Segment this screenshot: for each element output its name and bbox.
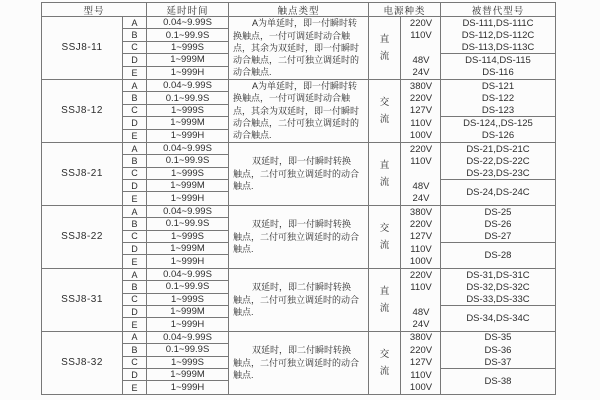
voltage-value: 220V xyxy=(409,17,433,29)
voltage-value: 220V xyxy=(409,218,433,230)
row-letter: E xyxy=(123,318,147,330)
replaced-model: DS-25 xyxy=(440,206,555,218)
replaced-model: DS-112,DS-112C xyxy=(440,29,555,41)
table-block xyxy=(42,143,555,206)
contact-type-cell xyxy=(229,17,369,79)
contact-type-cell xyxy=(229,269,369,331)
row-letter: D xyxy=(123,243,147,255)
delay-range: 0.04~9.99S xyxy=(147,17,229,29)
replaced-model: DS-122 xyxy=(440,92,555,104)
header-power-kind: 电源种类 xyxy=(369,3,441,16)
delay-range: 0.04~9.99S xyxy=(147,332,229,344)
delay-range: 1~999S xyxy=(147,168,229,180)
voltage-value: 127V xyxy=(409,231,433,243)
row-letter: E xyxy=(123,192,147,204)
power-kind-cell xyxy=(369,143,401,205)
voltage-value: 380V xyxy=(409,332,433,344)
replaced-model: DS-36 xyxy=(440,344,555,356)
power-kind-cell xyxy=(369,269,401,331)
row-letter: C xyxy=(123,294,147,306)
delay-range: 1~999M xyxy=(147,306,229,318)
voltage-value: 380V xyxy=(409,80,433,92)
delay-range: 1~999H xyxy=(147,67,229,79)
replaced-model: DS-38 xyxy=(440,369,555,394)
table-body xyxy=(42,17,555,394)
delay-range: 1~999H xyxy=(147,255,229,267)
voltage-value: 220V xyxy=(409,344,433,356)
voltage-value: 110V xyxy=(410,30,432,42)
contact-type-cell xyxy=(229,80,369,142)
row-letter: A xyxy=(123,269,147,281)
delay-range: 1~999H xyxy=(147,381,229,393)
model-name: SSJ8-22 xyxy=(42,206,123,268)
table-block xyxy=(42,269,555,332)
delay-range: 0.1~99.9S xyxy=(147,92,229,104)
row-letter: A xyxy=(123,80,147,92)
contact-type-cell xyxy=(229,206,369,268)
row-letter: B xyxy=(123,281,147,293)
header-replaced-model: 被替代型号 xyxy=(471,5,525,16)
voltage-value: 110V xyxy=(410,155,432,167)
row-letter: D xyxy=(123,117,147,129)
delay-range: 1~999S xyxy=(147,294,229,306)
replaced-model: DS-116 xyxy=(440,67,555,79)
header-model: 型号 xyxy=(42,3,147,16)
row-letter: C xyxy=(123,105,147,117)
model-name: SSJ8-31 xyxy=(42,269,123,331)
replaced-model: DS-26 xyxy=(440,218,555,230)
delay-range: 1~999S xyxy=(147,231,229,243)
row-letter: E xyxy=(123,255,147,267)
table-block xyxy=(42,206,555,269)
row-letter: E xyxy=(123,381,147,393)
row-letter: B xyxy=(123,218,147,230)
contact-type-cell xyxy=(229,143,369,205)
voltage-value: 110V xyxy=(410,281,432,293)
delay-range: 1~999M xyxy=(147,117,229,129)
row-letter: D xyxy=(123,54,147,66)
row-letter: C xyxy=(123,42,147,54)
row-letter: A xyxy=(123,17,147,29)
voltage-value: 100V xyxy=(409,382,433,394)
row-letter: B xyxy=(123,155,147,167)
replaced-model: DS-123 xyxy=(440,105,555,117)
contact-type-cell xyxy=(229,332,369,394)
row-letter: A xyxy=(123,143,147,155)
voltage-value: 380V xyxy=(409,206,433,218)
replaced-model: DS-34,DS-34C xyxy=(440,306,555,331)
row-letter: C xyxy=(123,357,147,369)
contact-type-text: 双延时，即一付瞬时转换触点，二付可独立调延时的动合触点. xyxy=(233,219,360,254)
replaced-model: DS-124,,DS-125 xyxy=(440,117,555,129)
header-contact-type: 触点类型 xyxy=(229,3,369,16)
delay-range: 1~999S xyxy=(147,357,229,369)
replaced-model: DS-121 xyxy=(440,80,555,92)
row-letter: B xyxy=(123,29,147,41)
header-delay-time: 延时时间 xyxy=(147,3,229,16)
replaced-model: DS-126 xyxy=(440,130,555,142)
power-kind-cell xyxy=(369,332,401,394)
contact-type-text: 双延时，即一付瞬时转换触点，二付可独立调延时的动合触点. xyxy=(233,156,360,192)
replaced-model: DS-24,DS-24C xyxy=(440,180,555,205)
voltage-value: 110V xyxy=(410,117,432,129)
voltage-value: 48V xyxy=(412,306,430,318)
row-letter: B xyxy=(123,92,147,104)
power-kind-cell xyxy=(369,80,401,142)
delay-range: 0.04~9.99S xyxy=(147,206,229,218)
power-kind-label: 直流 xyxy=(379,33,390,62)
replaced-model: DS-31,DS-31C xyxy=(440,269,555,281)
delay-range: 1~999H xyxy=(147,130,229,142)
voltage-value: 220V xyxy=(409,93,433,105)
delay-range: 0.1~99.9S xyxy=(147,344,229,356)
model-name: SSJ8-21 xyxy=(42,143,123,205)
replaced-model: DS-111,DS-111C xyxy=(440,17,555,29)
contact-type-text: A为单延时，即一付瞬时转换触点，一付可调延时动合触点，其余为双延时，即一付瞬时动合触点，二付可独立调延时的动合触点. xyxy=(233,81,360,141)
contact-type-text: 双延时，即二付瞬时转换触点，二付可独立调延时的动合触点. xyxy=(233,345,360,380)
row-letter: A xyxy=(123,332,147,344)
voltage-value: 127V xyxy=(409,357,433,369)
table-block xyxy=(42,332,555,394)
delay-range: 1~999M xyxy=(147,243,229,255)
voltage-value: 100V xyxy=(409,130,433,142)
voltage-value: 110V xyxy=(410,369,432,381)
power-kind-cell xyxy=(369,206,401,268)
power-kind-label: 交流 xyxy=(379,96,390,125)
row-letter: B xyxy=(123,344,147,356)
power-kind-label: 交流 xyxy=(379,348,390,377)
replaced-model: DS-35 xyxy=(440,332,555,344)
contact-type-text: 双延时，即二付瞬时转换触点，二付可独立调延时的动合触点. xyxy=(233,282,360,317)
replaced-model: DS-114,DS-115 xyxy=(440,54,555,66)
model-name: SSJ8-12 xyxy=(42,80,123,142)
delay-range: 1~999M xyxy=(147,54,229,66)
replaced-model: DS-21,DS-21C xyxy=(440,143,555,155)
voltage-value: 127V xyxy=(409,105,433,117)
row-letter: D xyxy=(123,306,147,318)
row-letter: E xyxy=(123,67,147,79)
table-block xyxy=(42,17,555,80)
replaced-model: DS-33,DS-33C xyxy=(440,294,555,306)
power-kind-label: 直流 xyxy=(379,159,390,188)
voltage-value: 48V xyxy=(412,54,430,66)
replaced-model: DS-32,DS-32C xyxy=(440,281,555,293)
row-letter: D xyxy=(123,369,147,381)
model-name: SSJ8-11 xyxy=(42,17,123,79)
power-kind-label: 直流 xyxy=(379,285,390,314)
power-kind-cell xyxy=(369,17,401,79)
power-kind-label: 交流 xyxy=(379,222,390,251)
row-letter: A xyxy=(123,206,147,218)
contact-type-text: A为单延时，即一付瞬时转换触点，一付可调延时动合触点，其余为双延时，即一付瞬时动合触点，二付可独立调延时的动合触点. xyxy=(233,18,360,78)
table-block xyxy=(42,80,555,143)
delay-range: 1~999S xyxy=(147,42,229,54)
delay-range: 1~999H xyxy=(147,318,229,330)
replaced-model: DS-37 xyxy=(440,357,555,369)
replaced-model: DS-27 xyxy=(440,231,555,243)
replaced-model: DS-22,DS-22C xyxy=(440,155,555,167)
row-letter: C xyxy=(123,231,147,243)
delay-range: 1~999M xyxy=(147,369,229,381)
voltage-value: 100V xyxy=(409,256,433,268)
relay-spec-table xyxy=(41,2,556,395)
voltage-value: 48V xyxy=(412,180,430,192)
voltage-value: 220V xyxy=(409,143,433,155)
voltage-value: 110V xyxy=(410,243,432,255)
delay-range: 0.1~99.9S xyxy=(147,281,229,293)
voltage-value: 220V xyxy=(409,269,433,281)
delay-range: 0.04~9.99S xyxy=(147,80,229,92)
delay-range: 0.1~99.9S xyxy=(147,29,229,41)
voltage-value: 24V xyxy=(412,319,430,331)
table-header-row xyxy=(42,3,555,17)
row-letter: E xyxy=(123,130,147,142)
replaced-model: DS-23,DS-23C xyxy=(440,168,555,180)
row-letter: C xyxy=(123,168,147,180)
delay-range: 0.1~99.9S xyxy=(147,155,229,167)
voltage-value: 24V xyxy=(412,67,430,79)
replaced-model: DS-113,DS-113C xyxy=(440,42,555,54)
voltage-value: 24V xyxy=(412,193,430,205)
delay-range: 1~999H xyxy=(147,192,229,204)
row-letter: D xyxy=(123,180,147,192)
delay-range: 0.04~9.99S xyxy=(147,143,229,155)
delay-range: 1~999M xyxy=(147,180,229,192)
delay-range: 1~999S xyxy=(147,105,229,117)
replaced-model: DS-28 xyxy=(440,243,555,268)
delay-range: 0.1~99.9S xyxy=(147,218,229,230)
delay-range: 0.04~9.99S xyxy=(147,269,229,281)
model-name: SSJ8-32 xyxy=(42,332,123,394)
